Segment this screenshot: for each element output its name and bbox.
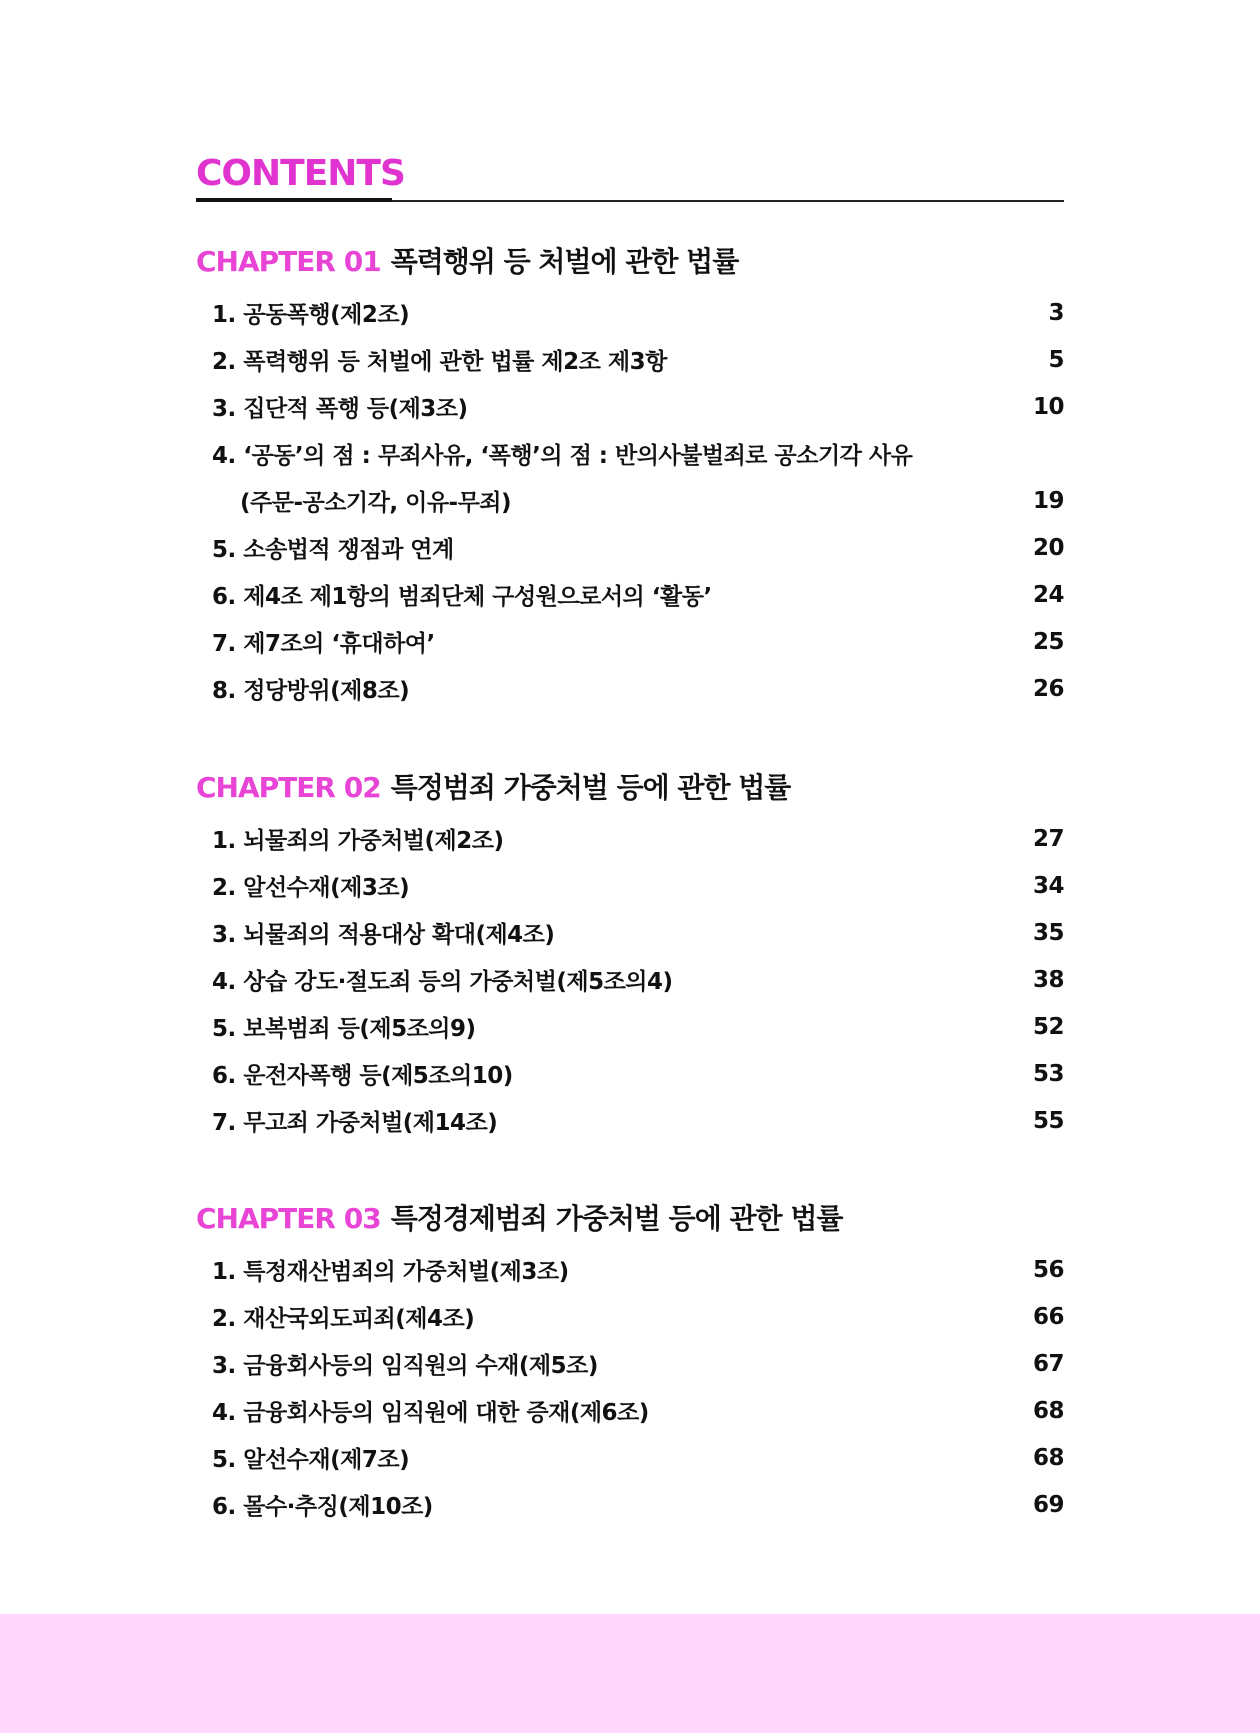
contents-title: CONTENTS	[196, 153, 405, 194]
toc-entry[interactable]	[196, 665, 1064, 712]
toc-entry[interactable]	[196, 289, 1064, 336]
toc-entry-title: 5. 소송법적 쟁점과 연계	[212, 537, 454, 563]
toc-entry-page: 10	[1032, 393, 1064, 420]
toc-entry[interactable]	[196, 1097, 1064, 1144]
chapter-name: 특정범죄 가중처벌 등에 관한 법률	[390, 771, 791, 804]
toc-entry[interactable]	[196, 1481, 1064, 1528]
toc-entry-title: 8. 정당방위(제8조)	[212, 678, 410, 704]
toc-entry-title: 2. 폭력행위 등 처벌에 관한 법률 제2조 제3항	[212, 349, 667, 375]
chapter-heading	[196, 1199, 1064, 1239]
toc-entry-page: 3	[1048, 299, 1064, 326]
chapter-01	[196, 242, 1064, 712]
toc-entry[interactable]	[196, 383, 1064, 430]
toc-entry[interactable]	[196, 862, 1064, 909]
chapter-02	[196, 768, 1064, 1144]
chapter-heading	[196, 768, 1064, 808]
toc-entry[interactable]	[196, 618, 1064, 665]
toc-entry[interactable]	[196, 524, 1064, 571]
toc-entry-title: 4. 금융회사등의 임직원에 대한 증재(제6조)	[212, 1400, 649, 1426]
toc-entry-title: 3. 금융회사등의 임직원의 수재(제5조)	[212, 1353, 598, 1379]
chapter-label: CHAPTER 03	[196, 1202, 381, 1235]
toc-entry-page: 68	[1032, 1397, 1064, 1424]
toc-entry-title: 5. 알선수재(제7조)	[212, 1447, 410, 1473]
toc-entry-page: 66	[1032, 1303, 1064, 1330]
chapter-03	[196, 1199, 1064, 1528]
chapter-label: CHAPTER 02	[196, 771, 381, 804]
toc-entry-title: 2. 재산국외도피죄(제4조)	[212, 1306, 475, 1332]
toc-entry-page: 35	[1032, 919, 1064, 946]
toc-entry-page: 69	[1032, 1491, 1064, 1518]
toc-entry[interactable]	[196, 1246, 1064, 1293]
toc-entry[interactable]	[196, 336, 1064, 383]
toc-entry-page: 27	[1032, 825, 1064, 852]
toc-entry[interactable]	[196, 1003, 1064, 1050]
toc-entry[interactable]	[196, 815, 1064, 862]
chapter-name: 특정경제범죄 가중처벌 등에 관한 법률	[390, 1202, 843, 1235]
chapter-name: 폭력행위 등 처벌에 관한 법률	[390, 245, 739, 278]
contents-header	[196, 152, 1064, 202]
toc-entry-page: 5	[1048, 346, 1064, 373]
toc-entry[interactable]	[196, 909, 1064, 956]
toc-entry-page: 26	[1032, 675, 1064, 702]
toc-entry[interactable]	[196, 1340, 1064, 1387]
toc-entry-title: 5. 보복범죄 등(제5조의9)	[212, 1016, 476, 1042]
chapter-label: CHAPTER 01	[196, 245, 381, 278]
toc-entry-title: 1. 뇌물죄의 가중처벌(제2조)	[212, 828, 504, 854]
toc-entry-page: 52	[1032, 1013, 1064, 1040]
toc-entry-title: 6. 몰수·추징(제10조)	[212, 1494, 433, 1520]
toc-entry-title: 7. 제7조의 ‘휴대하여’	[212, 631, 435, 657]
toc-entry-title: 1. 특정재산범죄의 가중처벌(제3조)	[212, 1259, 569, 1285]
toc-entry-title: 2. 알선수재(제3조)	[212, 875, 410, 901]
toc-entry-page: 34	[1032, 872, 1064, 899]
toc-entry-page: 53	[1032, 1060, 1064, 1087]
toc-entry-page: 55	[1032, 1107, 1064, 1134]
toc-entry-page: 56	[1032, 1256, 1064, 1283]
toc-entry-page: 68	[1032, 1444, 1064, 1471]
title-underline	[196, 200, 1064, 202]
footer-band	[0, 1614, 1260, 1733]
toc-entry-title: 7. 무고죄 가중처벌(제14조)	[212, 1110, 498, 1136]
toc-entry-page: 24	[1032, 581, 1064, 608]
toc-entry-page: 19	[1032, 487, 1064, 514]
toc-entry-page: 67	[1032, 1350, 1064, 1377]
toc-entry[interactable]	[196, 1050, 1064, 1097]
toc-entry-title: 3. 뇌물죄의 적용대상 확대(제4조)	[212, 922, 555, 948]
toc-entry[interactable]	[196, 1434, 1064, 1481]
toc-entry-continuation[interactable]	[196, 477, 1064, 524]
toc-entry[interactable]	[196, 1293, 1064, 1340]
toc-entry-title: 6. 제4조 제1항의 범죄단체 구성원으로서의 ‘활동’	[212, 584, 712, 610]
toc-entry-title: 4. ‘공동’의 점 : 무죄사유, ‘폭행’의 점 : 반의사불벌죄로 공소기각 사유	[212, 443, 913, 469]
toc-entry-page: 25	[1032, 628, 1064, 655]
toc-entry-title: 6. 운전자폭행 등(제5조의10)	[212, 1063, 513, 1089]
toc-entry-title: 4. 상습 강도·절도죄 등의 가중처벌(제5조의4)	[212, 969, 673, 995]
toc-entry[interactable]	[196, 571, 1064, 618]
toc-entry-title: 3. 집단적 폭행 등(제3조)	[212, 396, 468, 422]
toc-entry[interactable]	[196, 430, 1064, 477]
toc-entry-page: 20	[1032, 534, 1064, 561]
chapter-heading	[196, 242, 1064, 282]
toc-entry-title: 1. 공동폭행(제2조)	[212, 302, 410, 328]
toc-entry-title: (주문-공소기각, 이유-무죄)	[240, 490, 512, 516]
toc-entry-page: 38	[1032, 966, 1064, 993]
toc-entry[interactable]	[196, 956, 1064, 1003]
toc-entry[interactable]	[196, 1387, 1064, 1434]
